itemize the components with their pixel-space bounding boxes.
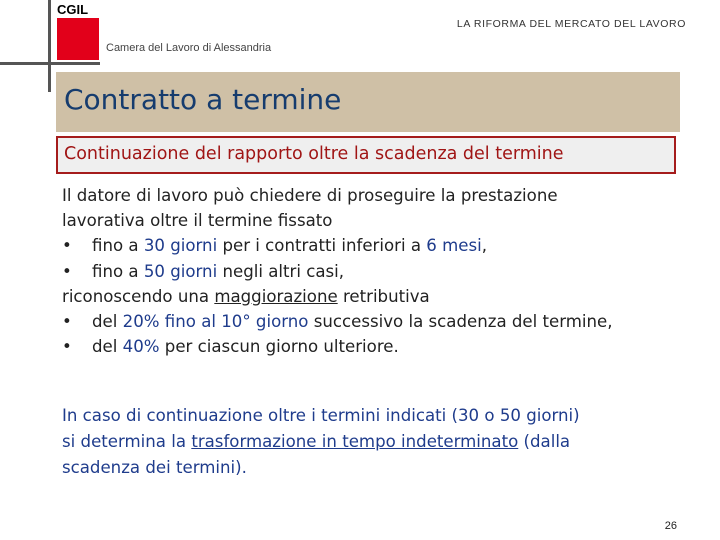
body-line [62, 183, 712, 208]
body-text: del [92, 311, 123, 331]
body-text: si determina la [62, 432, 192, 451]
body-text: riconoscendo una [62, 286, 215, 306]
body-text: (dalla [518, 432, 571, 451]
body-text: fino a [92, 236, 144, 256]
body-text: Il datore di lavoro può chiedere di proseguire la prestazione [62, 186, 558, 205]
bullet-icon: • [62, 236, 72, 256]
bullet-icon: • [62, 337, 72, 357]
organization-name: Camera del Lavoro di Alessandria [106, 42, 272, 54]
body-line [62, 429, 712, 455]
body-line [62, 208, 712, 233]
body-text: In caso di continuazione oltre i termini indicati (30 o 50 giorni) [62, 406, 580, 425]
body-text: fino a [92, 261, 144, 281]
body-text: successivo la scadenza del termine, [308, 311, 613, 331]
body-line [62, 403, 712, 429]
underlined-text: maggiorazione [214, 286, 338, 306]
body-line [62, 455, 712, 481]
highlight-text: 30 giorni [143, 236, 218, 256]
logo-vertical-rule [48, 0, 51, 92]
logo-horizontal-rule [0, 62, 100, 65]
conclusion-paragraph [62, 403, 712, 481]
highlight-text: 20% fino al 10° giorno [122, 311, 309, 331]
underlined-text: trasformazione in tempo indeterminato [191, 432, 519, 451]
page-number: 26 [664, 520, 677, 532]
body-text: del [92, 337, 123, 357]
section-title: LA RIFORMA DEL MERCATO DEL LAVORO [456, 18, 686, 30]
body-text: lavorativa oltre il termine fissato [62, 211, 333, 231]
body-text: , [481, 236, 488, 256]
bullet-icon: • [62, 311, 72, 331]
logo-text: CGIL [57, 2, 89, 17]
body-text: retributiva [337, 286, 430, 306]
bullet-item [62, 259, 712, 284]
highlight-text: 6 mesi [426, 236, 482, 256]
bullet-icon: • [62, 261, 72, 281]
body-text: negli altri casi, [217, 261, 345, 281]
body-text: per ciascun giorno ulteriore. [159, 337, 399, 357]
slide-title: Contratto a termine [64, 83, 342, 116]
slide-body [62, 183, 712, 359]
logo-red-block [57, 18, 99, 60]
bullet-item [62, 233, 712, 258]
body-line [62, 284, 712, 309]
body-text: scadenza dei termini). [62, 458, 247, 477]
highlight-text: 40% [122, 337, 160, 357]
slide-subtitle: Continuazione del rapporto oltre la scadenza del termine [64, 144, 564, 164]
bullet-item [62, 309, 712, 334]
body-text: per i contratti inferiori a [217, 236, 427, 256]
bullet-item [62, 334, 712, 359]
highlight-text: 50 giorni [143, 261, 218, 281]
